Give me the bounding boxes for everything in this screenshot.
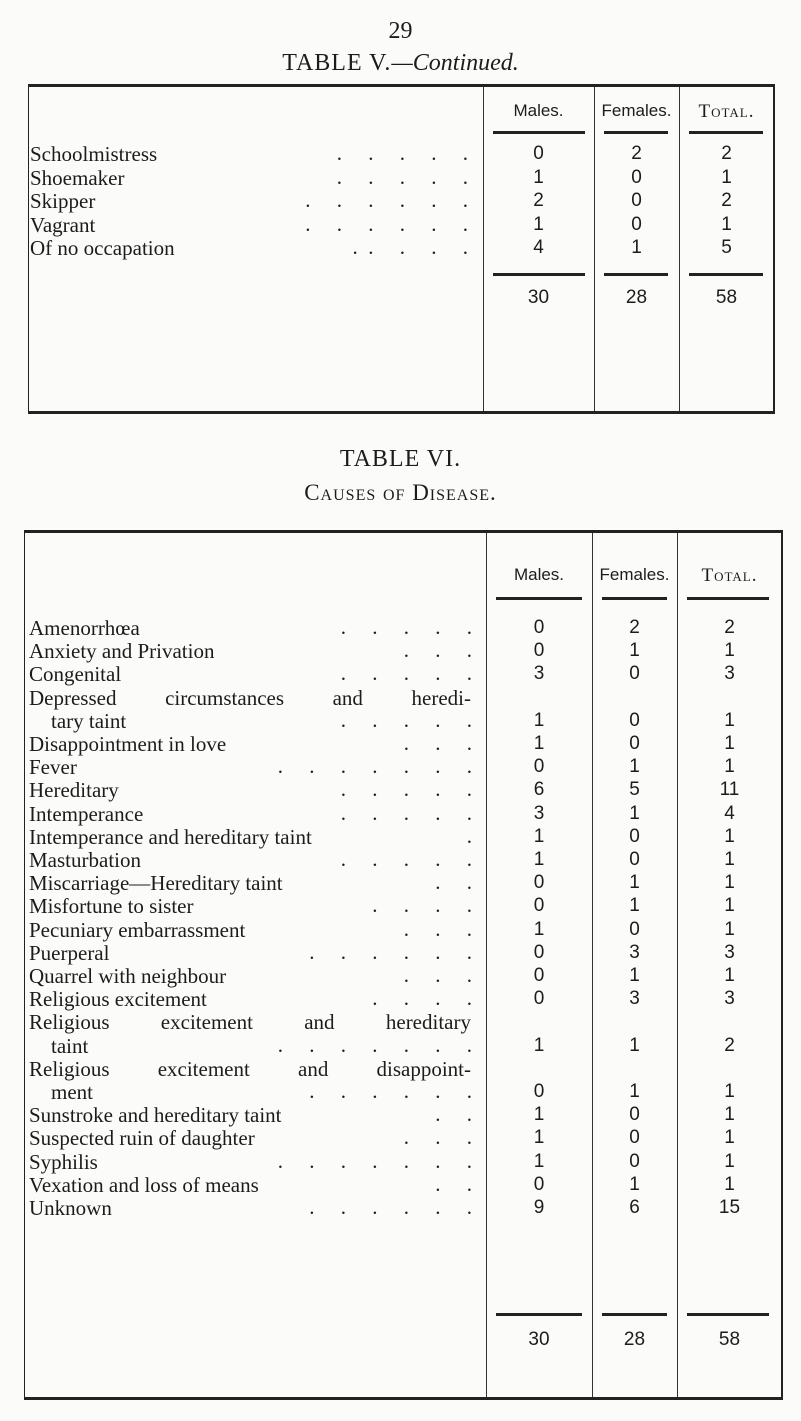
row-label: Suspected ruin of daughter	[29, 1126, 255, 1151]
males-cell: 0	[533, 617, 545, 638]
total-cell: 1	[724, 1104, 735, 1126]
females-cell: 0	[631, 166, 642, 188]
males-cell: 2	[533, 190, 544, 211]
total-cell: 1	[724, 756, 735, 778]
leader-dots: . . . .	[372, 986, 472, 1011]
males-cell: 0	[533, 1081, 545, 1102]
total-cell: 1	[724, 825, 735, 847]
males-cell: 0	[533, 965, 545, 986]
total-cell: 2	[724, 1034, 735, 1056]
row-label: Vagrant	[30, 212, 96, 237]
table5	[28, 84, 775, 414]
total-cell: 1	[724, 895, 735, 917]
table5-header-rule	[493, 131, 585, 134]
total-cell: 1	[724, 733, 735, 754]
total-cell: 11	[719, 779, 740, 801]
table6-total-males: 30	[528, 1329, 550, 1350]
row-label: Anxiety and Privation	[29, 639, 215, 664]
table-row	[29, 237, 773, 261]
table6-header-total: Total.	[701, 565, 758, 586]
males-cell: 1	[533, 213, 544, 235]
table6-sum-rule	[687, 1313, 769, 1316]
table-row	[29, 211, 773, 238]
row-label: Intemperance	[29, 801, 144, 826]
row-label: Fever	[29, 755, 77, 780]
table5-title	[0, 50, 801, 77]
row-label: Puerperal	[29, 940, 110, 965]
table5-header-total: Total.	[698, 101, 755, 122]
females-cell: 1	[629, 1034, 640, 1056]
table5-totals-row	[29, 287, 773, 311]
table6-sum-rule	[602, 1313, 667, 1316]
leader-dots: . . . . .	[352, 235, 468, 259]
row-label: Quarrel with neighbour	[29, 964, 227, 988]
row-label: Miscarriage—Hereditary taint	[29, 871, 283, 896]
table5-header-females: Females.	[601, 101, 672, 120]
table5-header-males: Males.	[513, 101, 564, 120]
leader-dots: . . . .	[372, 893, 472, 918]
total-cell: 1	[721, 166, 732, 188]
row-label: Religious excitement and hereditary	[29, 1010, 471, 1035]
table-row	[25, 988, 781, 1012]
row-label-continuation: tary taint	[51, 708, 127, 733]
table-row	[25, 849, 781, 873]
leader-dots: . . . . . .	[305, 188, 468, 212]
males-cell: 1	[533, 825, 545, 847]
row-label: Amenorrhœa	[29, 616, 140, 640]
table-row	[29, 164, 773, 191]
total-cell: 1	[724, 1081, 735, 1102]
males-cell: 1	[533, 849, 545, 870]
row-label: Disappointment in love	[29, 732, 227, 756]
females-cell: 1	[629, 1081, 640, 1102]
females-cell: 1	[629, 1173, 640, 1195]
total-cell: 1	[724, 965, 735, 986]
row-label: Shoemaker	[30, 165, 125, 190]
leader-dots: . . . . . .	[309, 939, 472, 964]
table6-header-rule	[687, 597, 769, 600]
table6	[24, 530, 783, 1400]
row-label: Schoolmistress	[30, 142, 158, 166]
females-cell: 1	[629, 895, 640, 917]
leader-dots: . . . . .	[340, 847, 472, 871]
table-row	[25, 1197, 781, 1221]
males-cell: 0	[533, 756, 545, 778]
table5-title-continued: —Continued.	[391, 50, 519, 76]
row-label: Depressed circumstances and heredi-	[29, 685, 471, 710]
table-row	[25, 1032, 781, 1059]
leader-dots: . .	[435, 870, 472, 895]
males-cell: 3	[533, 663, 545, 685]
table6-subtitle: Causes of Disease.	[304, 480, 497, 505]
row-label: Syphilis	[29, 1149, 98, 1174]
table-row	[25, 663, 781, 687]
total-cell: 2	[721, 143, 732, 164]
females-cell: 0	[629, 849, 640, 870]
females-cell: 6	[629, 1197, 640, 1218]
row-label-continuation: taint	[51, 1033, 89, 1058]
table5-header-rule	[689, 131, 763, 134]
females-cell: 0	[629, 663, 640, 685]
total-cell: 4	[724, 802, 735, 824]
table5-total-total: 58	[715, 287, 738, 308]
table-row	[25, 1081, 781, 1105]
table5-total-females: 28	[625, 287, 648, 308]
total-cell: 2	[721, 190, 732, 211]
total-cell: 1	[724, 849, 735, 870]
males-cell: 1	[533, 1150, 545, 1172]
females-cell: 5	[629, 779, 640, 801]
total-cell: 1	[724, 709, 735, 731]
total-cell: 3	[724, 941, 735, 963]
males-cell: 1	[533, 1104, 545, 1126]
females-cell: 1	[629, 756, 640, 778]
females-cell: 0	[631, 213, 642, 235]
leader-dots: . . . . .	[340, 615, 472, 639]
leader-dots: . .	[435, 1171, 472, 1196]
total-cell: 1	[724, 1150, 735, 1172]
row-label: Vexation and loss of means	[29, 1172, 259, 1197]
males-cell: 9	[533, 1197, 545, 1218]
total-cell: 1	[724, 872, 735, 894]
table6-header-rule	[496, 597, 582, 600]
females-cell: 0	[629, 1104, 640, 1126]
table5-sum-rule	[493, 273, 585, 276]
females-cell: 1	[631, 237, 642, 258]
females-cell: 0	[629, 709, 640, 731]
table5-title-main: TABLE V.	[282, 50, 392, 76]
males-cell: 3	[533, 802, 545, 824]
leader-dots: . . .	[403, 1125, 472, 1150]
table6-sum-rule	[496, 1313, 582, 1316]
females-cell: 0	[629, 733, 640, 754]
males-cell: 1	[533, 1034, 545, 1056]
total-cell: 1	[724, 1173, 735, 1195]
table6-total-total: 58	[718, 1329, 741, 1350]
table-row	[29, 143, 773, 167]
leader-dots: . . .	[403, 916, 472, 941]
males-cell: 0	[533, 941, 545, 963]
row-label: Intemperance and hereditary taint	[29, 824, 312, 849]
leader-dots: . . . . .	[340, 661, 472, 686]
females-cell: 0	[629, 825, 640, 847]
males-cell: 0	[533, 872, 545, 894]
table6-totals-row	[25, 1329, 781, 1353]
leader-dots: . . . . . .	[309, 1079, 472, 1103]
males-cell: 4	[533, 237, 544, 258]
leader-dots: . . . . . . .	[277, 1148, 472, 1173]
table5-header-rule	[604, 131, 668, 134]
leader-dots: . . .	[403, 638, 472, 663]
row-label: Religious excitement and disappoint-	[29, 1056, 471, 1081]
leader-dots: . . .	[403, 963, 472, 987]
row-label: Pecuniary embarrassment	[29, 917, 246, 942]
leader-dots: .	[466, 823, 472, 848]
males-cell: 6	[533, 779, 545, 801]
males-cell: 1	[533, 733, 545, 754]
table6-header-males: Males.	[513, 565, 565, 584]
females-cell: 3	[629, 941, 640, 963]
females-cell: 0	[631, 190, 642, 211]
row-label-continuation: ment	[51, 1080, 93, 1104]
row-label: Hereditary	[29, 778, 119, 803]
row-label: Congenital	[29, 662, 122, 687]
table6-total-females: 28	[623, 1329, 646, 1350]
males-cell: 0	[533, 895, 545, 917]
males-cell: 1	[533, 709, 545, 731]
total-cell: 1	[724, 1127, 735, 1149]
leader-dots: . . . . . .	[305, 211, 468, 236]
leader-dots: . . . . . . .	[277, 754, 472, 779]
row-label: Religious excitement	[29, 987, 207, 1012]
females-cell: 0	[629, 918, 640, 940]
table5-sum-rule	[689, 273, 763, 276]
page-number: 29	[388, 18, 413, 44]
females-cell: 1	[629, 802, 640, 824]
total-cell: 3	[724, 988, 735, 1010]
table6-header-rule	[602, 597, 667, 600]
leader-dots: . . . . . . .	[277, 1032, 472, 1057]
total-cell: 1	[721, 213, 732, 235]
females-cell: 2	[629, 617, 640, 638]
leader-dots: . . . . . .	[309, 1195, 472, 1219]
females-cell: 2	[631, 143, 642, 164]
leader-dots: . . . . .	[340, 707, 472, 732]
total-cell: 5	[721, 237, 732, 258]
total-cell: 3	[724, 663, 735, 685]
leader-dots: . . .	[403, 731, 472, 755]
table6-title: TABLE VI.	[339, 446, 462, 472]
total-cell: 1	[724, 918, 735, 940]
leader-dots: . . . . .	[340, 800, 472, 825]
males-cell: 1	[533, 918, 545, 940]
row-label: Misfortune to sister	[29, 894, 194, 919]
females-cell: 0	[629, 1150, 640, 1172]
total-cell: 1	[724, 640, 735, 662]
males-cell: 1	[533, 166, 544, 188]
males-cell: 0	[533, 1173, 545, 1195]
males-cell: 1	[533, 1127, 545, 1149]
row-label: Unknown	[29, 1196, 112, 1220]
row-label: Of no occapation	[30, 236, 175, 260]
total-cell: 2	[724, 617, 735, 638]
leader-dots: . . . . .	[336, 164, 468, 189]
females-cell: 1	[629, 872, 640, 894]
table-row	[25, 1148, 781, 1175]
table6-header-females: Females.	[599, 565, 670, 584]
row-label: Skipper	[30, 189, 96, 213]
table5-total-males: 30	[527, 287, 550, 308]
females-cell: 0	[629, 1127, 640, 1149]
leader-dots: . .	[435, 1102, 472, 1127]
females-cell: 3	[629, 988, 640, 1010]
row-label: Masturbation	[29, 848, 141, 872]
table5-sum-rule	[604, 273, 668, 276]
table-row	[29, 190, 773, 214]
males-cell: 0	[533, 640, 545, 662]
total-cell: 15	[718, 1197, 741, 1218]
leader-dots: . . . . .	[336, 141, 468, 165]
males-cell: 0	[533, 143, 544, 164]
table-row	[25, 800, 781, 827]
row-label: Sunstroke and hereditary taint	[29, 1103, 282, 1128]
females-cell: 1	[629, 965, 640, 986]
females-cell: 1	[629, 640, 640, 662]
males-cell: 0	[533, 988, 545, 1010]
leader-dots: . . . . .	[340, 777, 472, 802]
